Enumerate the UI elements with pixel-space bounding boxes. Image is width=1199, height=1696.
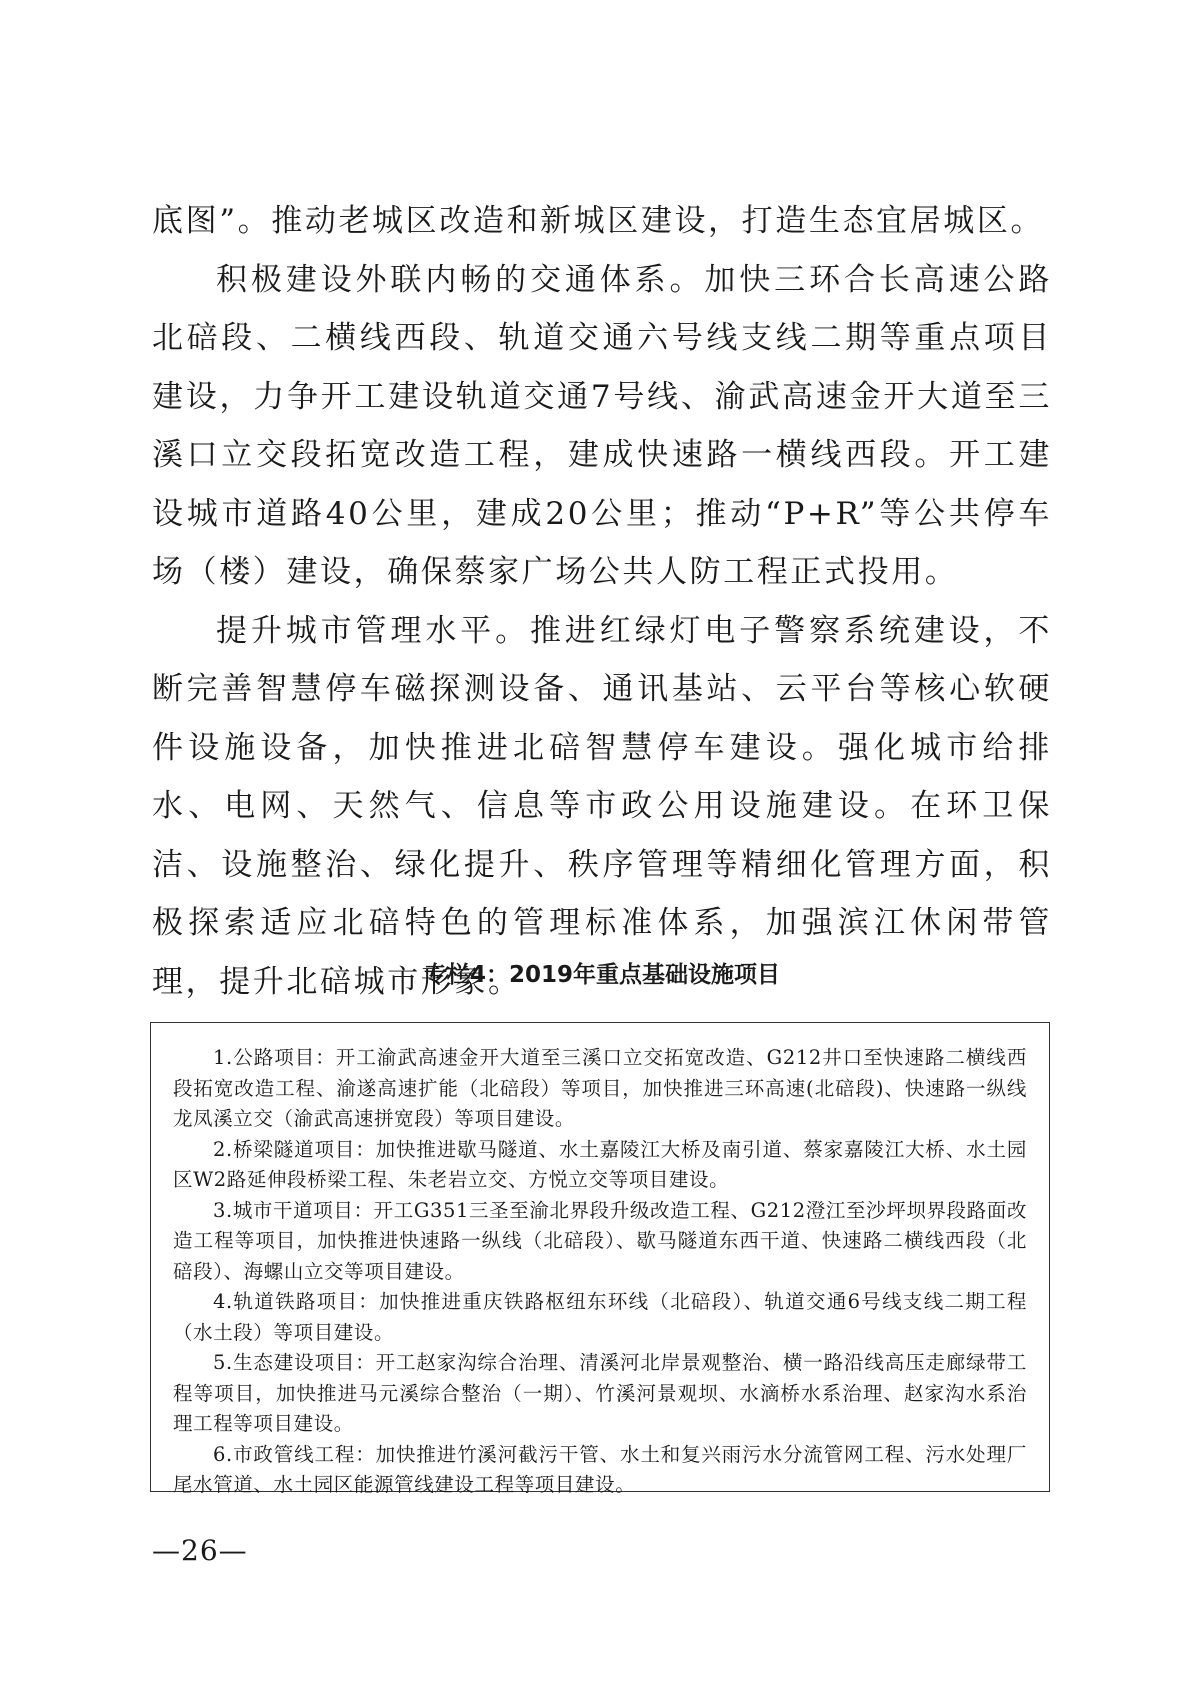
column-item-highway: 1.公路项目：开工渝武高速金开大道至三溪口立交拓宽改造、G212井口至快速路二横线西段拓宽改造工程、渝遂高速扩能（北碚段）等项目，加快推进三环高速(北碚段)、快速路一纵线龙凤溪立交（渝武高速拼宽段）等项目建设。: [173, 1046, 1027, 1130]
page-number: —26—: [152, 1534, 248, 1567]
body-paragraph-3: 提升城市管理水平。推进红绿灯电子警察系统建设，不断完善智慧停车磁探测设备、通讯基站、云平台等核心软硬件设施设备，加快推进北碚智慧停车建设。强化城市给排水、电网、天然气、信息等市政公用设施建设。在环卫保洁、设施整治、绿化提升、秩序管理等精细化管理方面，积极探索适应北碚特色的管理标准体系，加强滨江休闲带管理，提升北碚城市形象。: [152, 612, 1052, 1000]
column-item-urban-arterials: 3.城市干道项目：开工G351三圣至渝北界段升级改造工程、G212澄江至沙坪坝界段路面改造工程等项目，加快推进快速路一纵线（北碚段）、歇马隧道东西干道、快速路二横线西段（北碚段）、海螺山立交等项目建设。: [173, 1198, 1027, 1283]
column-item-ecology: 5.生态建设项目：开工赵家沟综合治理、清溪河北岸景观整治、横一路沿线高压走廊绿带工程等项目，加快推进马元溪综合整治（一期）、竹溪河景观坝、水滴桥水系治理、赵家沟水系治理工程等项目建设。: [173, 1351, 1027, 1435]
body-paragraph-2: 积极建设外联内畅的交通体系。加快三环合长高速公路北碚段、二横线西段、轨道交通六号线支线二期等重点项目建设，力争开工建设轨道交通7号线、渝武高速金开大道至三溪口立交段拓宽改造工程，建成快速路一横线西段。开工建设城市道路40公里，建成20公里；推动“P+R”等公共停车场（楼）建设，确保蔡家广场公共人防工程正式投用。: [152, 261, 1052, 590]
body-paragraph-1: 底图”。推动老城区改造和新城区建设，打造生态宜居城区。: [152, 203, 1045, 239]
body-text: [152, 192, 1052, 1011]
column-box-title: 专栏4：2019年重点基础设施项目: [423, 962, 781, 988]
column-item-municipal-pipelines: 6.市政管线工程：加快推进竹溪河截污干管、水土和复兴雨污水分流管网工程、污水处理厂尾水管道、水土园区能源管线建设工程等项目建设。: [173, 1442, 1027, 1496]
column-box: [150, 1022, 1050, 1496]
column-item-rail: 4.轨道铁路项目：加快推进重庆铁路枢纽东环线（北碚段）、轨道交通6号线支线二期工程（水土段）等项目建设。: [173, 1290, 1027, 1344]
column-item-bridges-tunnels: 2.桥梁隧道项目：加快推进歇马隧道、水土嘉陵江大桥及南引道、蔡家嘉陵江大桥、水土园区W2路延伸段桥梁工程、朱老岩立交、方悦立交等项目建设。: [173, 1137, 1027, 1191]
